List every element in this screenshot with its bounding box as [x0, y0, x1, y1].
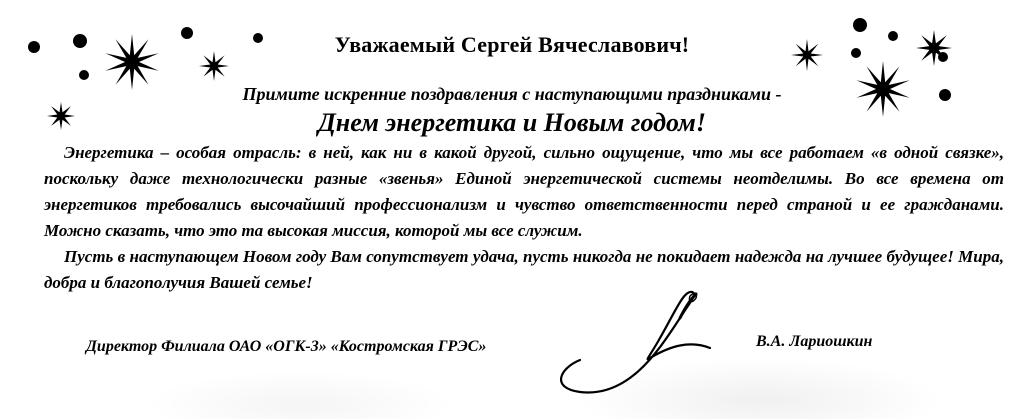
- letter-paragraph: Пусть в наступающем Новом году Вам сопутствует удача, пусть никогда не покидает надежда на лучшее будущее! Мира, добра и благополучия Вашей семье!: [44, 247, 1004, 292]
- letter-holiday: Днем энергетика и Новым годом!: [318, 108, 706, 137]
- dot-icon: [853, 18, 867, 32]
- signature-scribble: [540, 288, 740, 408]
- letter-greeting: Уважаемый Сергей Вячеславович!: [334, 32, 690, 57]
- letter-body: [44, 140, 1004, 296]
- signer-title: Директор Филиала ОАО «ОГК-3» «Костромская ГРЭС»: [86, 338, 487, 355]
- dot-icon: [79, 70, 89, 80]
- letter-intro: Примите искренние поздравления с наступающими праздниками -: [242, 84, 782, 104]
- letter-paragraph: Энергетика – особая отрасль: в ней, как ни в какой другой, сильно ощущение, что мы все работаем «в одной связке», поскольку даже технологически разные «звенья» Единой энергетической системы неотделимы. Во все времена от энергетиков требовались высочайший профессионализм и чувство ответственности перед страной и ее гражданами. Можно сказать, что это та высокая миссия, которой мы все служим.: [44, 143, 1004, 240]
- signer-name: В.А. Лариошкин: [756, 333, 873, 350]
